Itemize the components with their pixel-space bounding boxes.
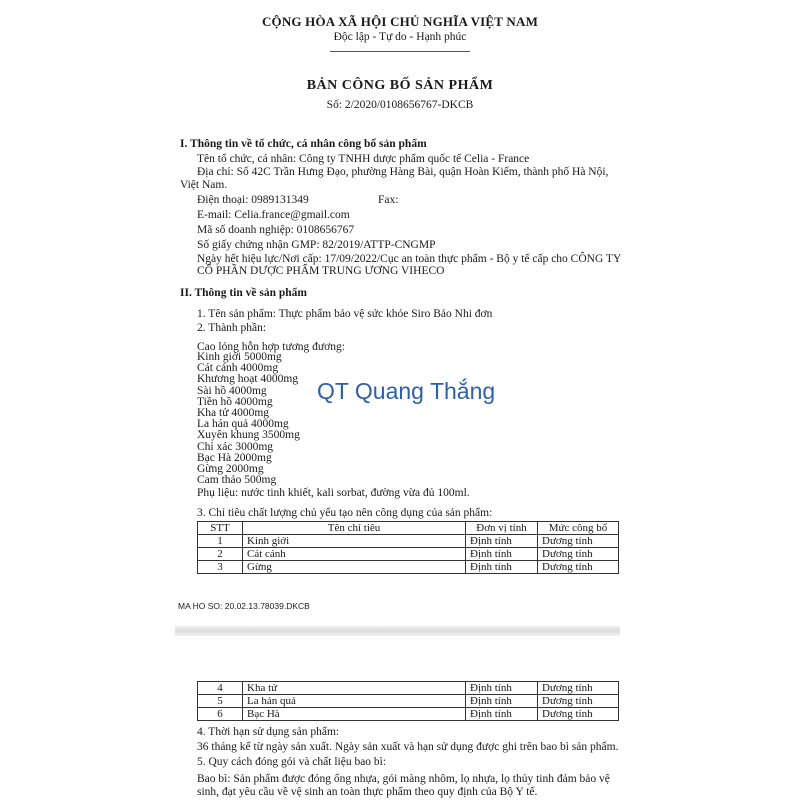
composition-heading: 2. Thành phần:: [197, 322, 267, 334]
quality-table-page-1: [197, 521, 619, 574]
national-motto: Độc lập - Tự do - Hạnh phúc: [333, 31, 467, 43]
packaging-line-1: Bao bì: Sản phẩm được đóng ống nhựa, gói màng nhôm, lọ nhựa, lọ thủy tinh đảm bảo vệ: [197, 773, 610, 785]
table-cell: Dương tính: [538, 695, 619, 708]
col-header-name: Tên chỉ tiêu: [243, 522, 466, 535]
address-line-1: Địa chỉ: Số 42C Trần Hưng Đạo, phường Hàng Bài, quận Hoàn Kiếm, thành phố Hà Nội,: [197, 166, 609, 178]
col-header-stt: STT: [198, 522, 243, 535]
table-cell: Dương tính: [538, 682, 619, 695]
table-cell: 1: [198, 535, 243, 548]
product-name: 1. Tên sản phẩm: Thực phẩm bảo vệ sức khỏe Siro Bảo Nhi đơn: [197, 308, 493, 320]
ingredient-item: Sài hồ 4000mg: [197, 384, 267, 397]
shelf-life: 36 tháng kể từ ngày sản xuất. Ngày sản xuất và hạn sử dụng được ghi trên bao bì sản phẩm.: [197, 741, 619, 753]
table-cell: Dương tính: [538, 548, 619, 561]
page-stamp: MA HO SO: 20.02.13.78039.DKCB: [178, 601, 310, 611]
validity-line-2: CỔ PHẦN DƯỢC PHẨM TRUNG ƯƠNG VIHECO: [197, 265, 445, 277]
quality-criteria-heading: 3. Chỉ tiêu chất lượng chủ yếu tạo nên công dụng của sản phẩm:: [197, 507, 493, 519]
table-cell: 4: [198, 682, 243, 695]
business-code: Mã số doanh nghiệp: 0108656767: [197, 224, 355, 236]
watermark: QT Quang Thắng: [317, 378, 496, 404]
address-line-2: Việt Nam.: [180, 179, 228, 191]
table-cell: Dương tính: [538, 535, 619, 548]
ingredient-item: Kinh giới 5000mg: [197, 351, 282, 363]
table-cell: 5: [198, 695, 243, 708]
ingredient-item: La hán quả 4000mg: [197, 418, 289, 431]
table-cell: 3: [198, 561, 243, 574]
table-cell: Dương tính: [538, 708, 619, 721]
section-1-heading: I. Thông tin về tổ chức, cá nhân công bố sản phẩm: [180, 138, 427, 150]
ingredient-item: Kha tử 4000mg: [197, 407, 270, 420]
table-cell: 6: [198, 708, 243, 721]
table-header-row: [198, 522, 619, 535]
col-header-level: Mức công bố: [538, 522, 619, 535]
ingredient-item: Chỉ xác 3000mg: [197, 440, 274, 453]
table-cell: Định tính: [466, 682, 538, 695]
col-header-unit: Đơn vị tính: [466, 522, 538, 535]
ingredient-item: Xuyên khung 3500mg: [197, 429, 300, 442]
table-cell: Cát cánh: [243, 548, 466, 561]
fax: Fax:: [378, 194, 399, 206]
document-number: Số: 2/2020/0108656767-DKCB: [326, 99, 474, 111]
document-title: BẢN CÔNG BỐ SẢN PHẨM: [306, 78, 494, 93]
phone: Điện thoại: 0989131349: [197, 194, 309, 206]
ingredient-list: [197, 352, 300, 486]
ingredient-item: Tiền hồ 4000mg: [197, 395, 273, 408]
table-cell: Kinh giới: [243, 535, 466, 548]
table-row: [198, 535, 619, 548]
table-cell: Định tính: [466, 548, 538, 561]
table-row: [198, 548, 619, 561]
table-cell: Dương tính: [538, 561, 619, 574]
gmp-certificate: Số giấy chứng nhận GMP: 82/2019/ATTP-CNGMP: [197, 239, 436, 251]
ingredient-item: Bạc Hà 2000mg: [197, 451, 272, 464]
table-cell: Định tính: [466, 561, 538, 574]
composition-intro: Cao lỏng hỗn hợp tương đương:: [197, 341, 345, 353]
packaging-line-2: sinh, đạt yêu cầu về vệ sinh an toàn thực phẩm theo quy định của Bộ Y tế.: [197, 786, 538, 798]
ingredient-item: Khương hoạt 4000mg: [197, 373, 299, 386]
table-row: [198, 708, 619, 721]
table-cell: Kha tử: [243, 682, 466, 695]
ingredient-item: Cam thảo 500mg: [197, 474, 277, 487]
table-cell: Định tính: [466, 535, 538, 548]
table-row: [198, 695, 619, 708]
table-cell: 2: [198, 548, 243, 561]
table-cell: La hán quả: [243, 695, 466, 708]
ingredient-item: Gừng 2000mg: [197, 463, 264, 476]
table-cell: Gừng: [243, 561, 466, 574]
ingredient-item: Cát cánh 4000mg: [197, 362, 279, 375]
table-row: [198, 682, 619, 695]
table-row: [198, 561, 619, 574]
packaging-heading: 5. Quy cách đóng gói và chất liệu bao bì:: [197, 756, 387, 768]
table-cell: Định tính: [466, 695, 538, 708]
org-name: Tên tổ chức, cá nhân: Công ty TNHH dược phẩm quốc tế Celia - France: [197, 153, 530, 165]
section-2-heading: II. Thông tin về sản phẩm: [180, 287, 307, 299]
validity-line-1: Ngày hết hiệu lực/Nơi cấp: 17/09/2022/Cục an toàn thực phẩm - Bộ y tế cấp cho CÔNG TY: [197, 253, 622, 265]
email: E-mail: Celia.france@gmail.com: [197, 209, 350, 221]
page-break-separator: [175, 626, 620, 636]
quality-table-page-2: [197, 681, 619, 721]
excipients: Phụ liệu: nước tinh khiết, kali sorbat, đường vừa đủ 100ml.: [197, 487, 470, 499]
table-cell: Bạc Hà: [243, 708, 466, 721]
header-divider: [330, 51, 470, 52]
shelf-life-heading: 4. Thời hạn sử dụng sản phẩm:: [197, 726, 340, 738]
country-header: CỘNG HÒA XÃ HỘI CHỦ NGHĨA VIỆT NAM: [261, 14, 539, 29]
table-cell: Định tính: [466, 708, 538, 721]
